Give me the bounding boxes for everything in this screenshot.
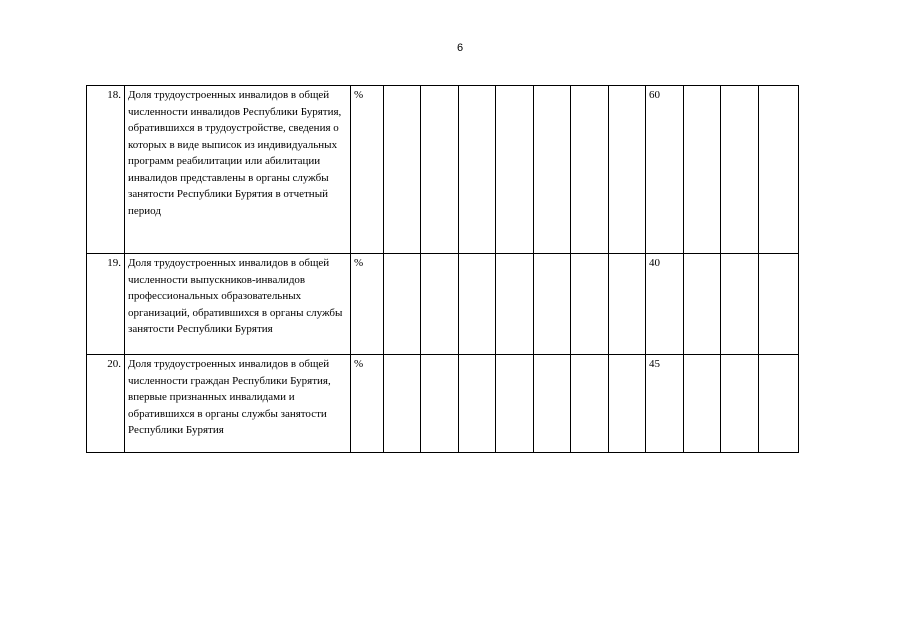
empty-cell — [421, 86, 459, 254]
empty-cell — [684, 86, 721, 254]
empty-cell — [684, 254, 721, 355]
value-cell: 45 — [646, 355, 684, 453]
unit-cell: % — [351, 254, 384, 355]
empty-cell — [496, 86, 534, 254]
unit-cell: % — [351, 355, 384, 453]
empty-cell — [759, 254, 799, 355]
empty-cell — [459, 254, 496, 355]
empty-cell — [384, 355, 421, 453]
value-cell: 60 — [646, 86, 684, 254]
empty-cell — [459, 86, 496, 254]
empty-cell — [609, 86, 646, 254]
empty-cell — [571, 86, 609, 254]
indicator-name: Доля трудоустроенных инвалидов в общей численности выпускников-инвалидов профессиональных образовательных организаций, обратившихся в органы службы занятости Республики Бурятия — [125, 254, 351, 355]
empty-cell — [534, 86, 571, 254]
empty-cell — [459, 355, 496, 453]
empty-cell — [421, 355, 459, 453]
table-row — [87, 86, 799, 254]
row-number: 20. — [87, 355, 125, 453]
empty-cell — [496, 254, 534, 355]
unit-cell: % — [351, 86, 384, 254]
empty-cell — [721, 86, 759, 254]
table-row — [87, 355, 799, 453]
indicator-name: Доля трудоустроенных инвалидов в общей численности граждан Республики Бурятия, впервые признанных инвалидами и обратившихся в органы службы занятости Республики Бурятия — [125, 355, 351, 453]
empty-cell — [759, 86, 799, 254]
value-cell: 40 — [646, 254, 684, 355]
empty-cell — [721, 355, 759, 453]
empty-cell — [759, 355, 799, 453]
empty-cell — [571, 355, 609, 453]
empty-cell — [684, 355, 721, 453]
empty-cell — [421, 254, 459, 355]
page-number: 6 — [456, 42, 464, 54]
empty-cell — [534, 355, 571, 453]
empty-cell — [384, 86, 421, 254]
empty-cell — [496, 355, 534, 453]
empty-cell — [609, 355, 646, 453]
row-number: 19. — [87, 254, 125, 355]
indicator-name: Доля трудоустроенных инвалидов в общей численности инвалидов Республики Бурятия, обратившихся в трудоустройстве, сведения о которых в виде выписок из индивидуальных программ реабилитации или абилитации инвалидов представлены в органы службы занятости Республики Бурятия в отчетный период — [125, 86, 351, 254]
row-number: 18. — [87, 86, 125, 254]
empty-cell — [384, 254, 421, 355]
empty-cell — [609, 254, 646, 355]
indicators-table — [86, 85, 799, 453]
empty-cell — [534, 254, 571, 355]
empty-cell — [571, 254, 609, 355]
table-row — [87, 254, 799, 355]
empty-cell — [721, 254, 759, 355]
